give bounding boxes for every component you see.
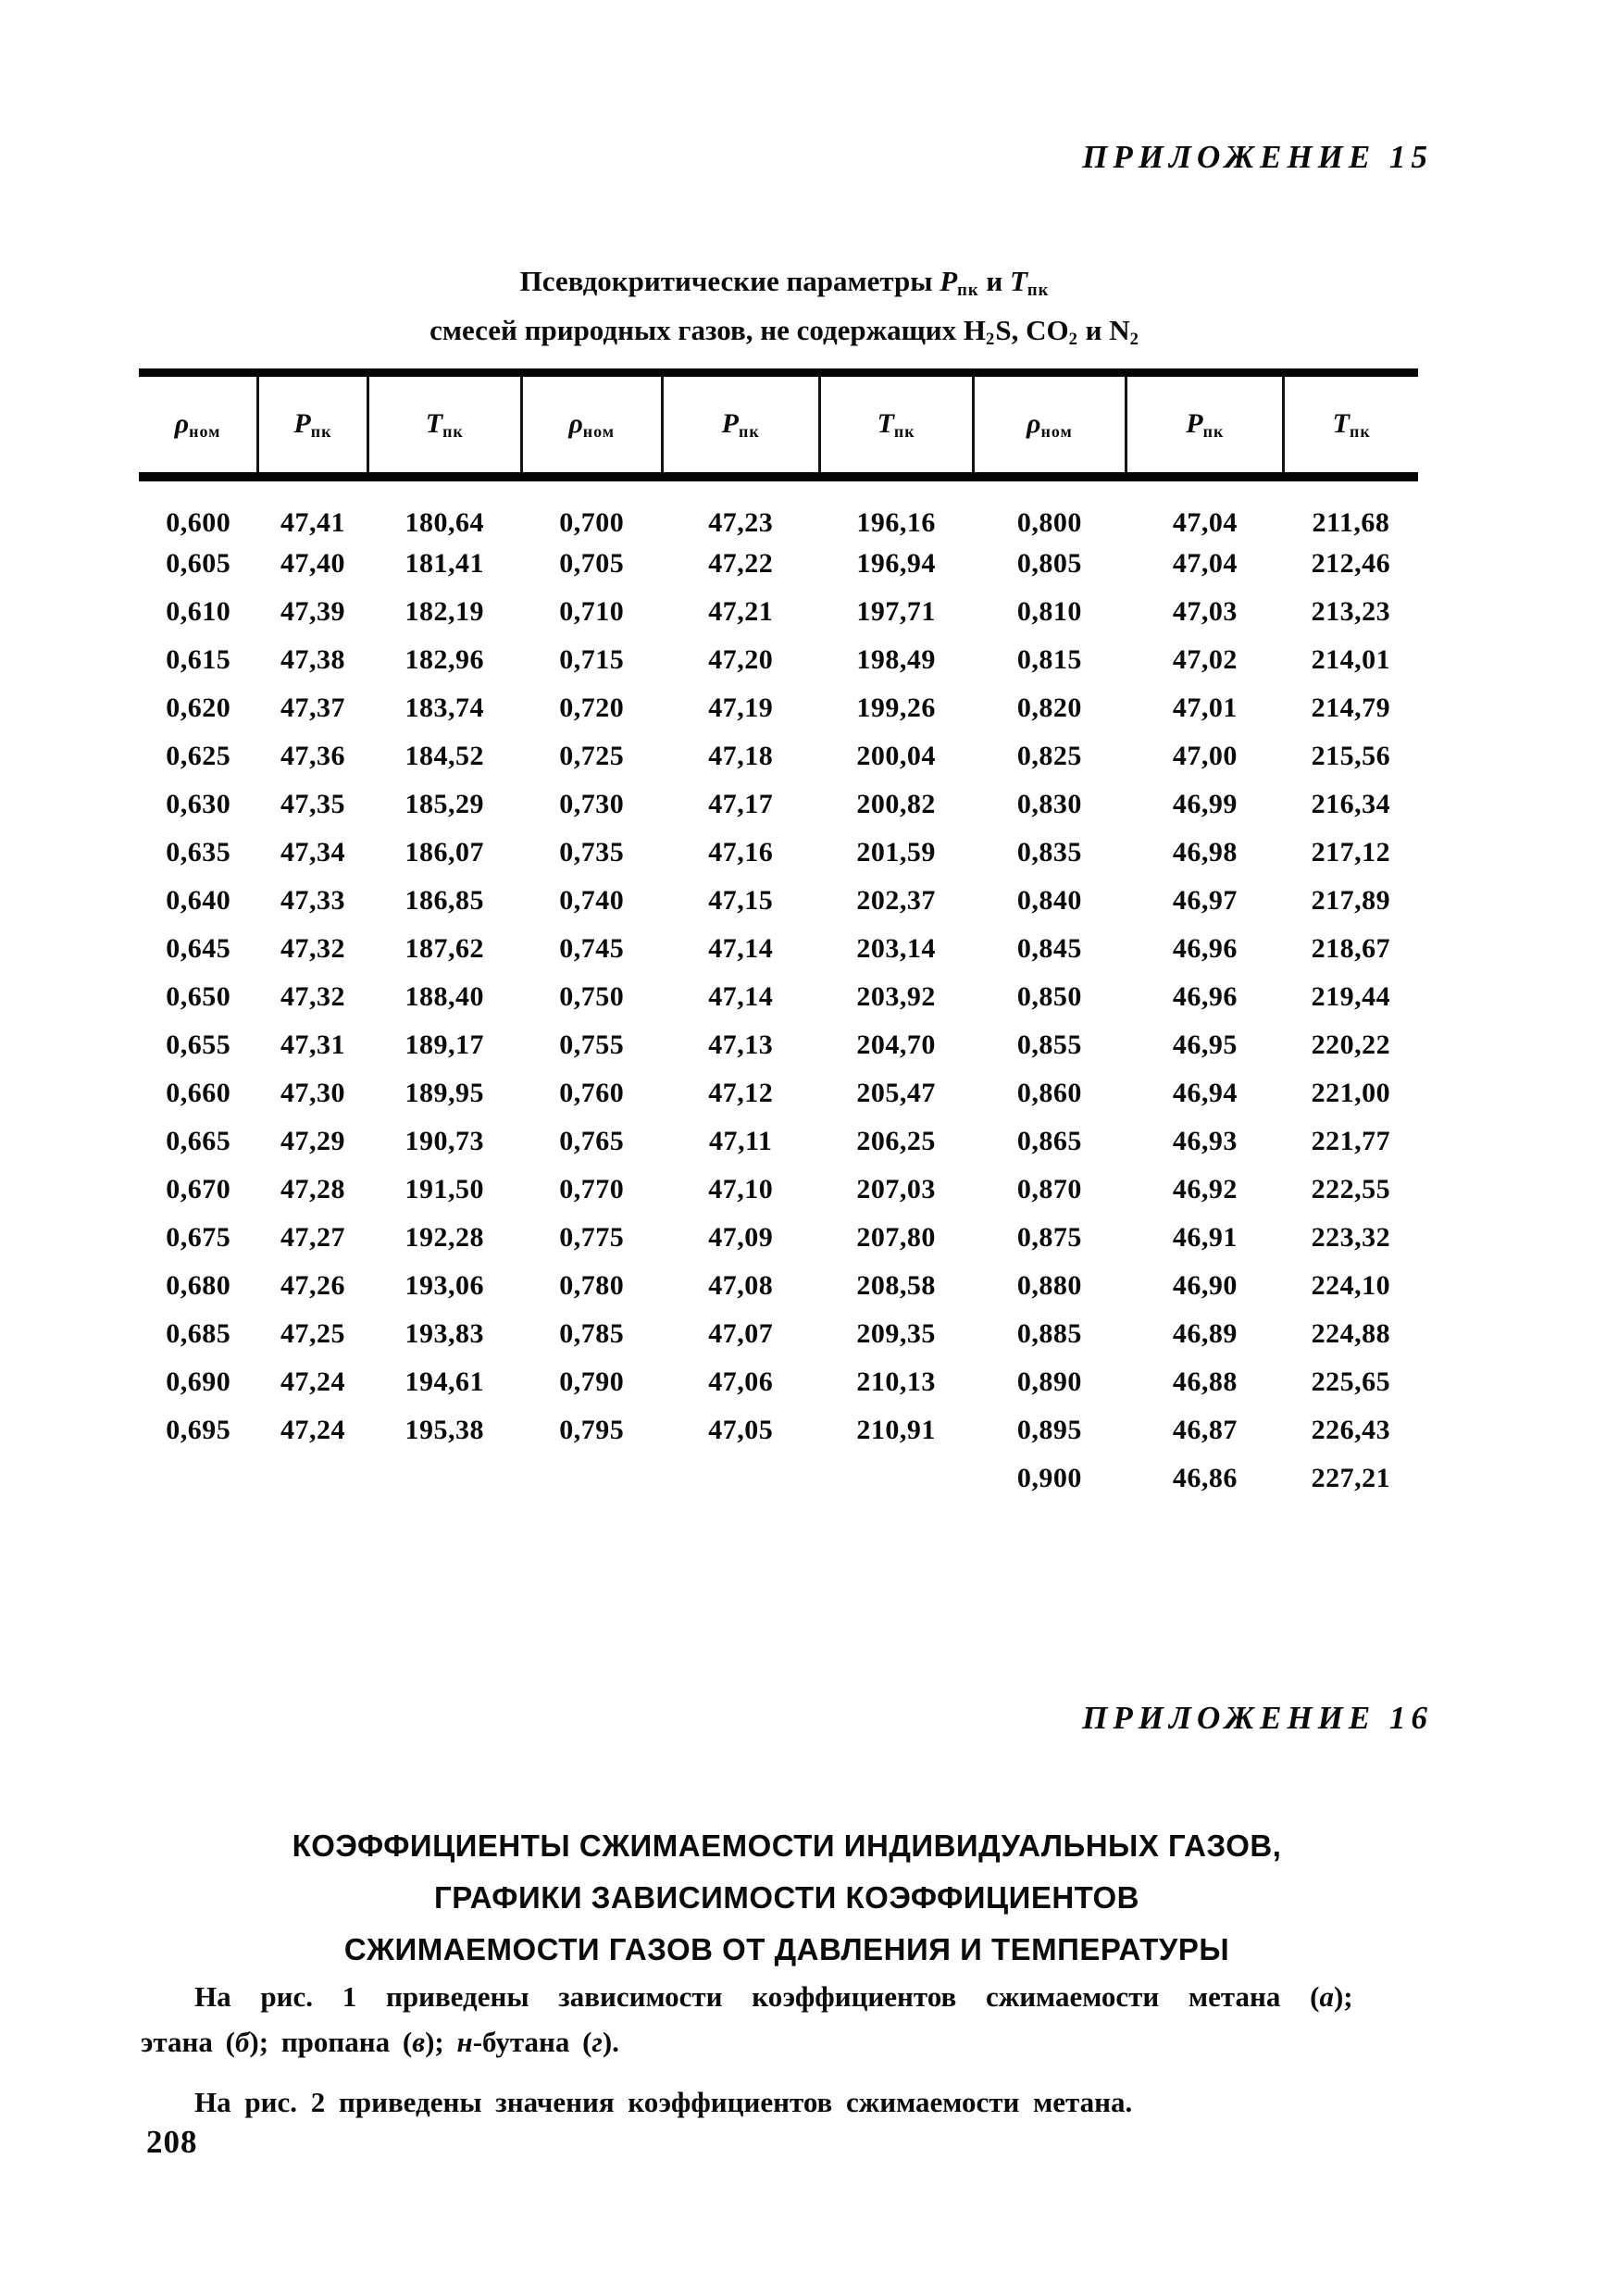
figure-1-paragraph-line-1: На рис. 1 приведены зависимости коэффициентов сжимаемости метана (а); — [194, 1980, 1353, 2013]
section-heading-line-1: КОЭФФИЦИЕНТЫ СЖИМАЕМОСТИ ИНДИВИДУАЛЬНЫХ ГАЗОВ, — [292, 1828, 1282, 1863]
table-cell: 47,18 — [708, 740, 774, 771]
column-header: $T_{пк}$ — [367, 373, 521, 477]
table-cell: 0,820 — [1016, 692, 1082, 723]
table-cell: 0,895 — [1016, 1414, 1082, 1445]
table-cell: 202,37 — [856, 884, 936, 916]
table-cell: 211,68 — [1312, 506, 1390, 538]
table-cell: 0,845 — [1016, 932, 1082, 964]
table-cell: 199,26 — [856, 692, 936, 723]
table-row — [139, 1214, 1418, 1262]
table-cell: 46,96 — [1172, 932, 1238, 964]
table-cell: 46,89 — [1172, 1317, 1238, 1349]
table-cell: 0,850 — [1016, 980, 1082, 1012]
table-cell: 203,92 — [856, 980, 936, 1012]
table-cell: 192,28 — [404, 1221, 485, 1253]
table-cell: 47,30 — [280, 1077, 345, 1108]
table-cell: 0,660 — [166, 1077, 231, 1108]
table-cell: 46,91 — [1172, 1221, 1238, 1253]
table-cell: 0,800 — [1016, 506, 1082, 538]
table-cell: 210,13 — [856, 1366, 936, 1397]
table-cell: 180,64 — [404, 506, 485, 538]
table-row — [139, 1069, 1418, 1117]
table-cell: 0,745 — [559, 932, 625, 964]
table-cell: 46,95 — [1172, 1029, 1238, 1060]
table-cell: 196,16 — [856, 506, 936, 538]
table-row — [139, 1166, 1418, 1214]
table-cell: 47,31 — [280, 1029, 345, 1060]
table-cell: 0,840 — [1016, 884, 1082, 916]
table-cell: 46,92 — [1172, 1173, 1238, 1204]
table-cell: 210,91 — [856, 1414, 936, 1445]
table-cell: 186,85 — [404, 884, 485, 916]
table-cell: 47,07 — [708, 1317, 774, 1349]
table-cell: 47,06 — [708, 1366, 774, 1397]
table-cell: 47,27 — [280, 1221, 345, 1253]
table-cell: 0,900 — [1016, 1462, 1082, 1493]
table-cell: 227,21 — [1311, 1462, 1391, 1493]
table-cell: 47,24 — [280, 1414, 345, 1445]
table-cell: 193,06 — [404, 1269, 485, 1301]
table-cell: 0,815 — [1016, 643, 1082, 675]
section-heading-line-2: ГРАФИКИ ЗАВИСИМОСТИ КОЭФФИЦИЕНТОВ — [433, 1880, 1140, 1915]
table-cell: 0,835 — [1016, 836, 1082, 867]
table-cell: 181,41 — [404, 547, 485, 579]
column-header: $T_{пк}$ — [1284, 373, 1418, 477]
table-cell: 46,87 — [1172, 1414, 1238, 1445]
table-cell: 193,83 — [404, 1317, 485, 1349]
table-cell: 0,610 — [166, 595, 231, 627]
table-cell: 0,890 — [1016, 1366, 1082, 1397]
table-cell: 47,17 — [708, 788, 774, 819]
table-row — [139, 877, 1418, 925]
table-cell: 0,875 — [1016, 1221, 1082, 1253]
table-cell: 0,740 — [559, 884, 625, 916]
table-cell: 47,08 — [708, 1269, 774, 1301]
table-cell: 224,10 — [1311, 1269, 1391, 1301]
column-header: $P_{пк}$ — [1126, 373, 1284, 477]
table-cell: 47,34 — [280, 836, 345, 867]
table-cell: 46,99 — [1172, 788, 1238, 819]
table-row — [139, 1021, 1418, 1069]
table-cell: 0,605 — [166, 547, 231, 579]
section-16-heading — [143, 1820, 1430, 1976]
table-cell: 204,70 — [856, 1029, 936, 1060]
table-cell: 186,07 — [404, 836, 485, 867]
column-header: $\rho_{ном}$ — [973, 373, 1126, 477]
table-cell: 0,705 — [559, 547, 625, 579]
table-cell: 46,88 — [1172, 1366, 1238, 1397]
table-cell: 47,32 — [280, 932, 345, 964]
table-cell: 0,795 — [559, 1414, 625, 1445]
table-cell: 0,790 — [559, 1366, 625, 1397]
table-row — [139, 973, 1418, 1021]
table-body — [139, 477, 1418, 1503]
table-cell: 46,94 — [1172, 1077, 1238, 1108]
table-cell: 206,25 — [856, 1125, 936, 1156]
table-cell: 209,35 — [856, 1317, 936, 1349]
table-cell: 0,735 — [559, 836, 625, 867]
table-cell: 201,59 — [856, 836, 936, 867]
table-cell: 47,03 — [1172, 595, 1238, 627]
figure-1-paragraph-line-2: этана (б); пропана (в); н-бутана (г). — [141, 2026, 619, 2058]
table-cell: 46,98 — [1172, 836, 1238, 867]
table-cell: 207,03 — [856, 1173, 936, 1204]
table-cell: 0,640 — [166, 884, 231, 916]
table-cell: 0,665 — [166, 1125, 231, 1156]
table-cell: 191,50 — [404, 1173, 485, 1204]
table-cell: 0,830 — [1016, 788, 1082, 819]
table-cell: 223,32 — [1311, 1221, 1391, 1253]
table-cell: 0,760 — [559, 1077, 625, 1108]
table-row — [139, 1310, 1418, 1358]
table-cell: 47,26 — [280, 1269, 345, 1301]
table-cell: 222,55 — [1311, 1173, 1391, 1204]
table-cell: 47,11 — [709, 1125, 773, 1156]
table-row — [139, 1454, 1418, 1503]
column-header: $\rho_{ном}$ — [139, 373, 258, 477]
page-number: 208 — [146, 2124, 198, 2160]
table-cell: 0,695 — [166, 1414, 231, 1445]
table-cell: 217,89 — [1311, 884, 1391, 916]
table-cell: 214,01 — [1311, 643, 1391, 675]
table-cell — [139, 1454, 258, 1503]
table-cell: 47,37 — [280, 692, 345, 723]
table-cell: 47,33 — [280, 884, 345, 916]
table-cell: 188,40 — [404, 980, 485, 1012]
table-cell: 196,94 — [856, 547, 936, 579]
table-cell: 200,04 — [856, 740, 936, 771]
table-row — [139, 780, 1418, 829]
column-header: $P_{пк}$ — [258, 373, 368, 477]
table-cell: 47,14 — [708, 980, 774, 1012]
table-cell: 46,86 — [1172, 1462, 1238, 1493]
pseudocritical-parameters-table — [139, 368, 1418, 1503]
table-row — [139, 925, 1418, 973]
table-cell: 46,90 — [1172, 1269, 1238, 1301]
table-cell: 208,58 — [856, 1269, 936, 1301]
table-cell: 219,44 — [1311, 980, 1391, 1012]
table-cell: 189,17 — [404, 1029, 485, 1060]
table-cell: 46,93 — [1172, 1125, 1238, 1156]
table-cell: 187,62 — [404, 932, 485, 964]
table-cell: 0,730 — [559, 788, 625, 819]
table-cell: 0,855 — [1016, 1029, 1082, 1060]
table-title-line-1: Псевдокритические параметры $Р_{пк}$ и $Т_{пк}$ — [519, 265, 1050, 301]
table-cell: 0,865 — [1016, 1125, 1082, 1156]
table-cell: 0,700 — [559, 506, 625, 538]
table-cell — [367, 1454, 521, 1503]
table-cell: 47,40 — [280, 547, 345, 579]
table-cell: 0,635 — [166, 836, 231, 867]
appendix-15-label: ПРИЛОЖЕНИЕ 15 — [1082, 139, 1433, 175]
table-row — [139, 732, 1418, 780]
table-row — [139, 540, 1418, 588]
column-header: $P_{пк}$ — [662, 373, 819, 477]
table-cell: 183,74 — [404, 692, 485, 723]
table-cell: 47,19 — [708, 692, 774, 723]
table-cell: 197,71 — [856, 595, 936, 627]
appendix-16-label: ПРИЛОЖЕНИЕ 16 — [1082, 1700, 1433, 1736]
table-cell: 47,38 — [280, 643, 345, 675]
table-cell: 0,770 — [559, 1173, 625, 1204]
table-title-line-2: смесей природных газов, не содержащих $H_2S$, $CO_2$ и $N_2$ — [429, 314, 1139, 350]
table-cell: 47,15 — [708, 884, 774, 916]
table-cell: 0,725 — [559, 740, 625, 771]
table-cell: 0,870 — [1016, 1173, 1082, 1204]
table-cell: 0,810 — [1016, 595, 1082, 627]
table-cell — [819, 1454, 973, 1503]
table-cell: 47,14 — [708, 932, 774, 964]
table-cell: 0,600 — [166, 506, 231, 538]
table-cell: 0,880 — [1016, 1269, 1082, 1301]
table-row — [139, 1262, 1418, 1310]
table-cell — [258, 1454, 368, 1503]
table-row — [139, 829, 1418, 877]
table-cell: 0,750 — [559, 980, 625, 1012]
table-cell: 185,29 — [404, 788, 485, 819]
column-header: $T_{пк}$ — [819, 373, 973, 477]
table-cell: 0,645 — [166, 932, 231, 964]
table-cell: 0,655 — [166, 1029, 231, 1060]
table-cell: 47,20 — [708, 643, 774, 675]
table-cell: 47,02 — [1172, 643, 1238, 675]
table-cell: 47,09 — [708, 1221, 774, 1253]
table-cell: 47,13 — [708, 1029, 774, 1060]
table-row — [139, 636, 1418, 684]
table-cell: 0,615 — [166, 643, 231, 675]
table-cell: 190,73 — [404, 1125, 485, 1156]
table-cell: 47,29 — [280, 1125, 345, 1156]
table-cell: 217,12 — [1311, 836, 1391, 867]
table-cell: 0,775 — [559, 1221, 625, 1253]
table-cell: 205,47 — [856, 1077, 936, 1108]
table-cell: 0,765 — [559, 1125, 625, 1156]
table-title — [143, 259, 1425, 357]
table-cell: 221,00 — [1311, 1077, 1391, 1108]
table-cell: 0,690 — [166, 1366, 231, 1397]
table-cell: 220,22 — [1311, 1029, 1391, 1060]
table-cell: 225,65 — [1311, 1366, 1391, 1397]
table-row — [139, 477, 1418, 540]
table-cell: 198,49 — [856, 643, 936, 675]
table-cell: 47,35 — [280, 788, 345, 819]
table-cell: 226,43 — [1311, 1414, 1391, 1445]
table-cell: 207,80 — [856, 1221, 936, 1253]
figure-2-paragraph: На рис. 2 приведены значения коэффициентов сжимаемости метана. — [194, 2086, 1133, 2118]
table-cell: 47,24 — [280, 1366, 345, 1397]
table-cell: 184,52 — [404, 740, 485, 771]
table-cell: 224,88 — [1311, 1317, 1391, 1349]
table-cell: 203,14 — [856, 932, 936, 964]
table-cell: 47,04 — [1172, 547, 1238, 579]
table-header-row — [139, 373, 1418, 477]
table-cell: 0,685 — [166, 1317, 231, 1349]
table-row — [139, 588, 1418, 636]
table-cell: 0,825 — [1016, 740, 1082, 771]
table-cell: 47,12 — [708, 1077, 774, 1108]
table-cell: 212,46 — [1311, 547, 1391, 579]
section-heading-line-3: СЖИМАЕМОСТИ ГАЗОВ ОТ ДАВЛЕНИЯ И ТЕМПЕРАТУРЫ — [343, 1932, 1230, 1966]
table-cell: 200,82 — [856, 788, 936, 819]
table-cell: 189,95 — [404, 1077, 485, 1108]
table-cell: 0,720 — [559, 692, 625, 723]
table-cell: 0,710 — [559, 595, 625, 627]
table-cell: 47,36 — [280, 740, 345, 771]
table-cell: 47,41 — [280, 506, 345, 538]
table-cell: 0,620 — [166, 692, 231, 723]
table-cell: 0,785 — [559, 1317, 625, 1349]
table-cell: 0,755 — [559, 1029, 625, 1060]
table-cell: 0,860 — [1016, 1077, 1082, 1108]
table-row — [139, 684, 1418, 732]
table-cell: 47,22 — [708, 547, 774, 579]
table-cell: 47,23 — [708, 506, 774, 538]
table-cell: 218,67 — [1311, 932, 1391, 964]
table-cell: 47,32 — [280, 980, 345, 1012]
table-cell: 195,38 — [404, 1414, 485, 1445]
table-cell: 182,19 — [404, 595, 485, 627]
table-cell: 46,97 — [1172, 884, 1238, 916]
table-row — [139, 1406, 1418, 1454]
table-cell: 0,625 — [166, 740, 231, 771]
table-cell: 47,28 — [280, 1173, 345, 1204]
table-cell: 0,885 — [1016, 1317, 1082, 1349]
table-cell: 194,61 — [404, 1366, 485, 1397]
figure-1-paragraph — [141, 1974, 1425, 2065]
table-cell: 47,01 — [1172, 692, 1238, 723]
table-cell: 47,25 — [280, 1317, 345, 1349]
table-cell: 47,10 — [708, 1173, 774, 1204]
table-cell — [662, 1454, 819, 1503]
table-cell: 47,21 — [708, 595, 774, 627]
table-cell: 0,675 — [166, 1221, 231, 1253]
table-cell: 214,79 — [1311, 692, 1391, 723]
table-cell: 47,39 — [280, 595, 345, 627]
table-cell — [521, 1454, 662, 1503]
table-cell: 215,56 — [1311, 740, 1391, 771]
table-cell: 47,16 — [708, 836, 774, 867]
table-row — [139, 1117, 1418, 1166]
table-row — [139, 1358, 1418, 1406]
table-cell: 47,05 — [708, 1414, 774, 1445]
table-cell: 0,630 — [166, 788, 231, 819]
table-cell: 0,650 — [166, 980, 231, 1012]
table-cell: 182,96 — [404, 643, 485, 675]
table-cell: 0,715 — [559, 643, 625, 675]
table-cell: 0,780 — [559, 1269, 625, 1301]
table-cell: 47,00 — [1172, 740, 1238, 771]
column-header: $\rho_{ном}$ — [521, 373, 662, 477]
table-cell: 0,680 — [166, 1269, 231, 1301]
table-cell: 213,23 — [1311, 595, 1391, 627]
table-cell: 47,04 — [1172, 506, 1238, 538]
table-cell: 0,670 — [166, 1173, 231, 1204]
table-cell: 0,805 — [1016, 547, 1082, 579]
table-cell: 221,77 — [1311, 1125, 1391, 1156]
table-cell: 216,34 — [1311, 788, 1391, 819]
table-cell: 46,96 — [1172, 980, 1238, 1012]
